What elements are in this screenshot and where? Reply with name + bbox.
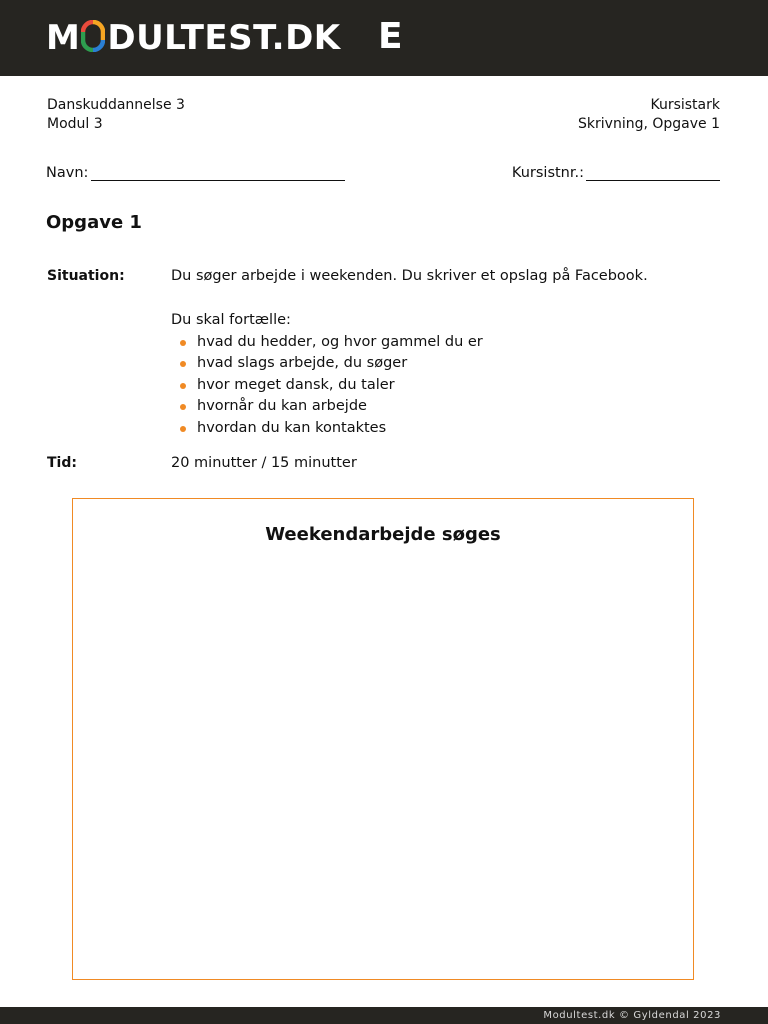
sheet-type: Kursistark bbox=[650, 97, 720, 113]
instruction-intro: Du skal fortælle: bbox=[171, 312, 291, 328]
student-number-input-line[interactable] bbox=[586, 162, 720, 181]
list-item bbox=[171, 332, 483, 354]
list-item-text: hvad du hedder, og hvor gammel du er bbox=[197, 333, 483, 350]
bullet-icon bbox=[180, 404, 186, 410]
answer-heading: Weekendarbejde søges bbox=[265, 524, 501, 545]
student-number-field bbox=[512, 162, 720, 181]
list-item bbox=[171, 375, 483, 397]
course-name: Danskuddannelse 3 bbox=[47, 97, 185, 113]
copyright-text: Modultest.dk © Gyldendal 2023 bbox=[543, 1010, 721, 1021]
logo bbox=[46, 18, 341, 58]
header-bar bbox=[0, 0, 768, 76]
list-item-text: hvad slags arbejde, du søger bbox=[197, 355, 408, 372]
task-title: Opgave 1 bbox=[46, 212, 142, 233]
student-number-label: Kursistnr.: bbox=[511, 165, 584, 181]
bullet-icon bbox=[180, 383, 186, 389]
name-input-line[interactable] bbox=[91, 162, 345, 181]
sheet-section: Skrivning, Opgave 1 bbox=[578, 116, 720, 132]
instruction-list bbox=[171, 332, 483, 440]
list-item-text: hvor meget dansk, du taler bbox=[197, 376, 395, 393]
list-item bbox=[171, 353, 483, 375]
time-text: 20 minutter / 15 minutter bbox=[171, 455, 357, 471]
situation-label: Situation: bbox=[47, 268, 125, 284]
list-item-text: hvordan du kan kontaktes bbox=[197, 419, 387, 436]
logo-text-start: M bbox=[46, 18, 81, 58]
logo-text-end: DULTEST.DK bbox=[107, 18, 341, 58]
bullet-icon bbox=[180, 340, 186, 346]
situation-text: Du søger arbejde i weekenden. Du skriver et opslag på Facebook. bbox=[171, 268, 648, 284]
name-label: Navn: bbox=[46, 165, 89, 181]
level-indicator: E bbox=[378, 16, 403, 57]
instructions bbox=[171, 310, 483, 440]
sheet-info bbox=[578, 96, 720, 134]
module-name: Modul 3 bbox=[47, 116, 103, 132]
answer-box[interactable] bbox=[72, 498, 694, 980]
list-item bbox=[171, 418, 483, 440]
footer-bar bbox=[0, 1007, 768, 1024]
course-info bbox=[47, 96, 185, 134]
name-field bbox=[46, 162, 345, 181]
time-label: Tid: bbox=[47, 455, 77, 471]
list-item bbox=[171, 396, 483, 418]
bullet-icon bbox=[180, 361, 186, 367]
logo-o-icon bbox=[81, 20, 105, 52]
bullet-icon bbox=[180, 426, 186, 432]
list-item-text: hvornår du kan arbejde bbox=[197, 398, 367, 415]
student-fields bbox=[46, 162, 720, 186]
